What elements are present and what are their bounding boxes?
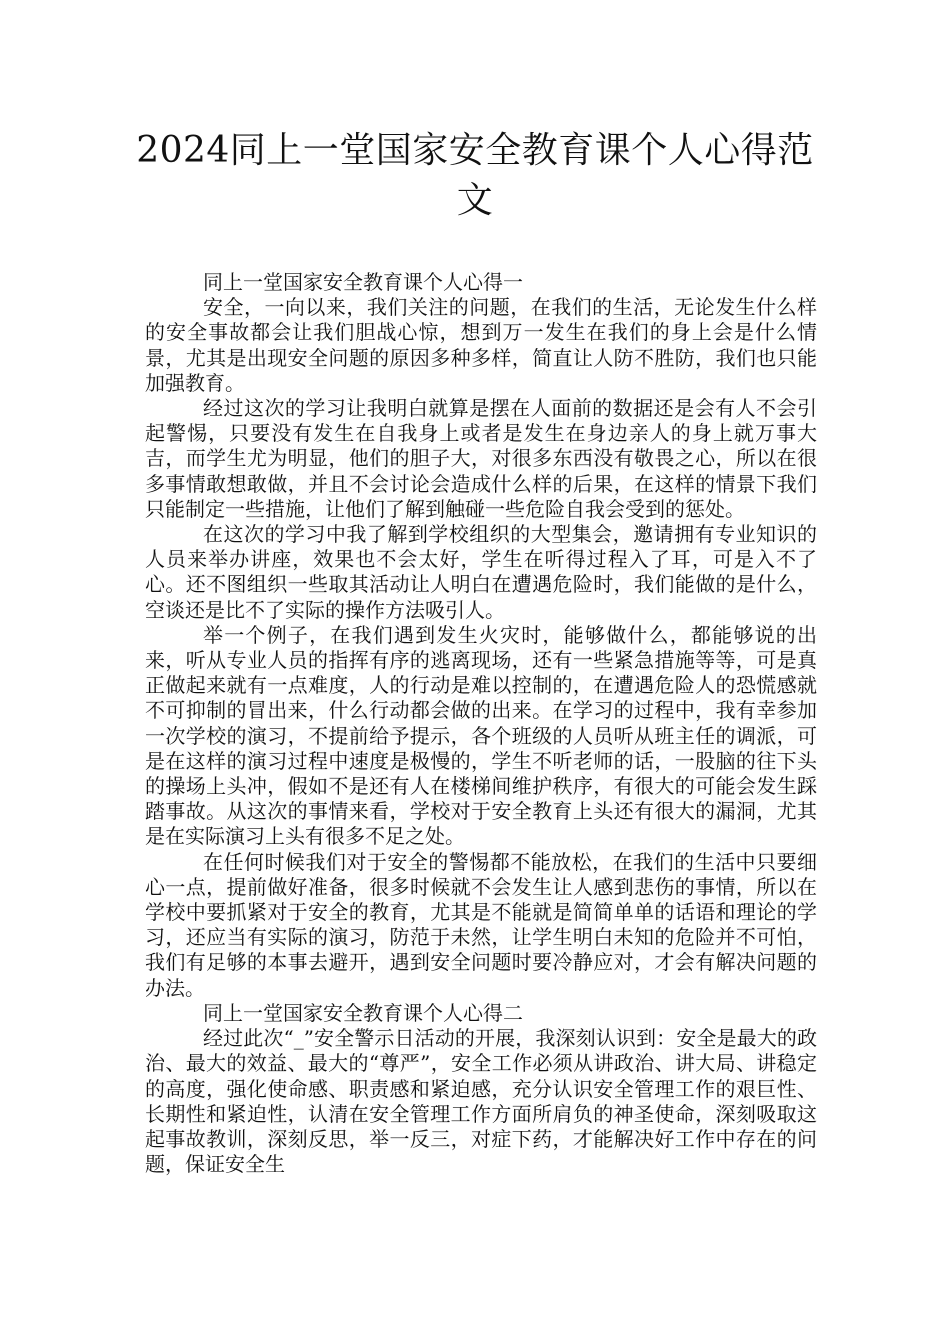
paragraph: 举一个例子，在我们遇到发生火灾时，能够做什么，都能够说的出来，听从专业人员的指挥有序的逃离现场，还有一些紧急措施等等，可是真正做起来就有一点难度，人的行动是难以控制的，在遭遇危险人的恐慌感就不可抑制的冒出来，什么行动都会做的出来。在学习的过程中，我有幸参加一次学校的演习，不提前给予提示，各个班级的人员听从班主任的调派，可是在这样的演习过程中速度是极慢的，学生不听老师的话，一股脑的往下头的操场上头冲，假如不是还有人在楼梯间维护秩序，有很大的可能会发生踩踏事故。从这次的事情来看，学校对于安全教育上头还有很大的漏洞，尤其是在实际演习上头有很多不足之处。: [145, 622, 817, 849]
document-body: [145, 270, 817, 1177]
section-heading-1: 同上一堂国家安全教育课个人心得一: [203, 270, 523, 294]
paragraph: 在这次的学习中我了解到学校组织的大型集会，邀请拥有专业知识的人员来举办讲座，效果也不会太好，学生在听得过程入了耳，可是入不了心。还不图组织一些取其活动让人明白在遭遇危险时，我们能做的是什么，空谈还是比不了实际的操作方法吸引人。: [145, 522, 817, 622]
section-heading-2: 同上一堂国家安全教育课个人心得二: [203, 1000, 523, 1025]
document-title: 2024同上一堂国家安全教育课个人心得范文: [136, 130, 814, 221]
paragraph: 在任何时候我们对于安全的警惕都不能放松，在我们的生活中只要细心一点，提前做好准备，很多时候就不会发生让人感到悲伤的事情，所以在学校中要抓紧对于安全的教育，尤其是不能就是简简单单的话语和理论的学习，还应当有实际的演习，防范于未然，让学生明白未知的危险并不可怕，我们有足够的本事去避开，遇到安全问题时要冷静应对，才会有解决问题的办法。: [145, 849, 817, 1000]
paragraph: 经过此次“_”安全警示日活动的开展，我深刻认识到：安全是最大的政治、最大的效益、最大的“尊严”，安全工作必须从讲政治、讲大局、讲稳定的高度，强化使命感、职责感和紧迫感，充分认识安全管理工作的艰巨性、长期性和紧迫性，认清在安全管理工作方面所肩负的神圣使命，深刻吸取这起事故教训，深刻反思，举一反三，对症下药，才能解决好工作中存在的问题，保证安全生: [145, 1026, 817, 1177]
paragraph: 经过这次的学习让我明白就算是摆在人面前的数据还是会有人不会引起警惕，只要没有发生在自我身上或者是发生在身边亲人的身上就万事大吉，而学生尤为明显，他们的胆子大，对很多东西没有敬畏之心，所以在很多事情敢想敢做，并且不会讨论会造成什么样的后果，在这样的情景下我们只能制定一些措施，让他们了解到触碰一些危险自我会受到的惩处。: [145, 396, 817, 521]
paragraph: 安全，一向以来，我们关注的问题，在我们的生活，无论发生什么样的安全事故都会让我们胆战心惊，想到万一发生在我们的身上会是什么情景，尤其是出现安全问题的原因多种多样，简直让人防不胜防，我们也只能加强教育。: [145, 295, 817, 395]
